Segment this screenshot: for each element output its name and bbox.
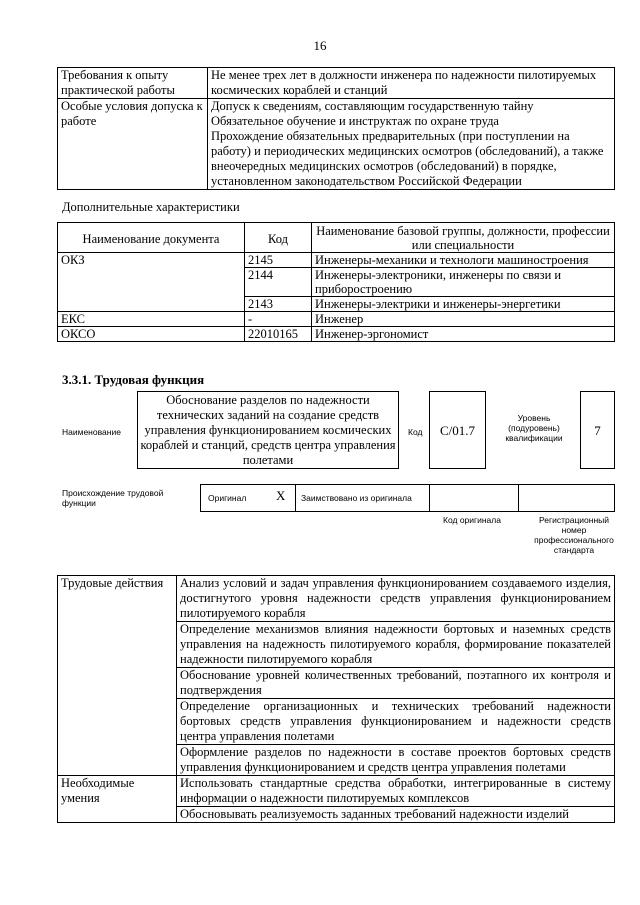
duties-table: [57, 575, 615, 823]
value-line: Прохождение обязательных предварительных (при поступлении на работу) и периодических медицинских осмотров (обследований), а также внеочередных медицинских осмотров (обследований) в порядке, установленном законодательством Российской Федерации: [211, 129, 604, 188]
code-cell: -: [245, 312, 312, 327]
table-row: [58, 576, 615, 622]
code-cell: 2145: [245, 253, 312, 268]
name-cell: Инженеры-механики и технологи машиностроения: [312, 253, 615, 268]
duty-item: Анализ условий и задач управления функционированием создаваемого изделия, достигнутого уровня надежности средств управления функционированием пилотируемого корабля: [177, 576, 615, 622]
col-header-doc: Наименование документа: [58, 223, 245, 253]
name-cell: Инженеры-электроники, инженеры по связи и приборостроению: [312, 268, 615, 297]
code-cell: 2143: [245, 297, 312, 312]
table-row: [58, 776, 615, 807]
name-cell: Инженер: [312, 312, 615, 327]
code-label: Код: [408, 427, 423, 437]
name-label: Наименование: [62, 427, 121, 437]
section-label-skills: Необходимые умения: [58, 776, 177, 823]
value-line: Обязательное обучение и инструктаж по охране труда: [211, 114, 499, 128]
additional-heading: Дополнительные характеристики: [62, 200, 240, 214]
original-code-cell: [430, 485, 519, 511]
code-cell: 22010165: [245, 327, 312, 342]
original-code-caption: Код оригинала: [443, 515, 501, 525]
duty-item: Использовать стандартные средства обработки, интегрированные в систему информации о надежности пилотируемых комплексов: [177, 776, 615, 807]
registration-caption: Регистрационный номер профессионального стандарта: [534, 515, 614, 555]
duty-item: Определение механизмов влияния надежности бортовых и наземных средств управления на надежность пилотируемого корабля, формирование показателей надежности пилотируемого корабля: [177, 622, 615, 668]
row-value: [208, 99, 615, 190]
section-label-labor-actions: Трудовые действия: [58, 576, 177, 776]
table-row: [58, 68, 615, 99]
table-row: [58, 327, 615, 342]
page-number: 16: [313, 38, 327, 53]
qualification-level-box: 7: [580, 391, 615, 469]
doc-cell: ОКЗ: [58, 253, 245, 312]
requirements-table: [57, 67, 615, 190]
value-line: Не менее трех лет в должности инженера по надежности пилотируемых космических кораблей и станций: [211, 68, 597, 97]
value-line: Допуск к сведениям, составляющим государственную тайну: [211, 99, 534, 113]
row-value: [208, 68, 615, 99]
duty-item: Оформление разделов по надежности в составе проектов бортовых средств управления функционированием и средств центра управления полетами: [177, 745, 615, 776]
borrowed-cell: [296, 485, 430, 511]
function-heading: 3.3.1. Трудовая функция: [62, 372, 205, 387]
function-name-box: Обоснование разделов по надежности технических заданий на создание средств управления функционированием космических кораблей и станций, средств центра управления полетами: [137, 391, 399, 469]
origin-row: [200, 484, 615, 512]
table-row: [58, 312, 615, 327]
original-label: Оригинал: [208, 493, 247, 503]
borrowed-label: Заимствовано из оригинала: [301, 493, 412, 503]
name-cell: Инженеры-электрики и инженеры-энергетики: [312, 297, 615, 312]
row-label: Особые условия допуска к работе: [58, 99, 208, 190]
level-label: Уровень (подуровень) квалификации: [505, 413, 563, 443]
table-header-row: [58, 223, 615, 253]
table-row: [58, 99, 615, 190]
duty-item: Обосновывать реализуемость заданных требований надежности изделий: [177, 807, 615, 823]
doc-cell: ЕКС: [58, 312, 245, 327]
original-cell: [201, 485, 296, 511]
col-header-name: Наименование базовой группы, должности, профессии или специальности: [312, 223, 615, 253]
row-label: Требования к опыту практической работы: [58, 68, 208, 99]
code-cell: 2144: [245, 268, 312, 297]
doc-cell: ОКСО: [58, 327, 245, 342]
additional-table: [57, 222, 615, 342]
duty-item: Обоснование уровней количественных требований, поэтапного их контроля и подтверждения: [177, 668, 615, 699]
col-header-code: Код: [245, 223, 312, 253]
table-row: [58, 253, 615, 268]
origin-label: Происхождение трудовой функции: [62, 488, 164, 508]
duty-item: Определение организационных и технических требований надежности бортовых средств управления функционированием и надежности средств центра управления полетами: [177, 699, 615, 745]
function-code-box: C/01.7: [429, 391, 486, 469]
original-mark: X: [276, 488, 286, 503]
name-cell: Инженер-эргономист: [312, 327, 615, 342]
